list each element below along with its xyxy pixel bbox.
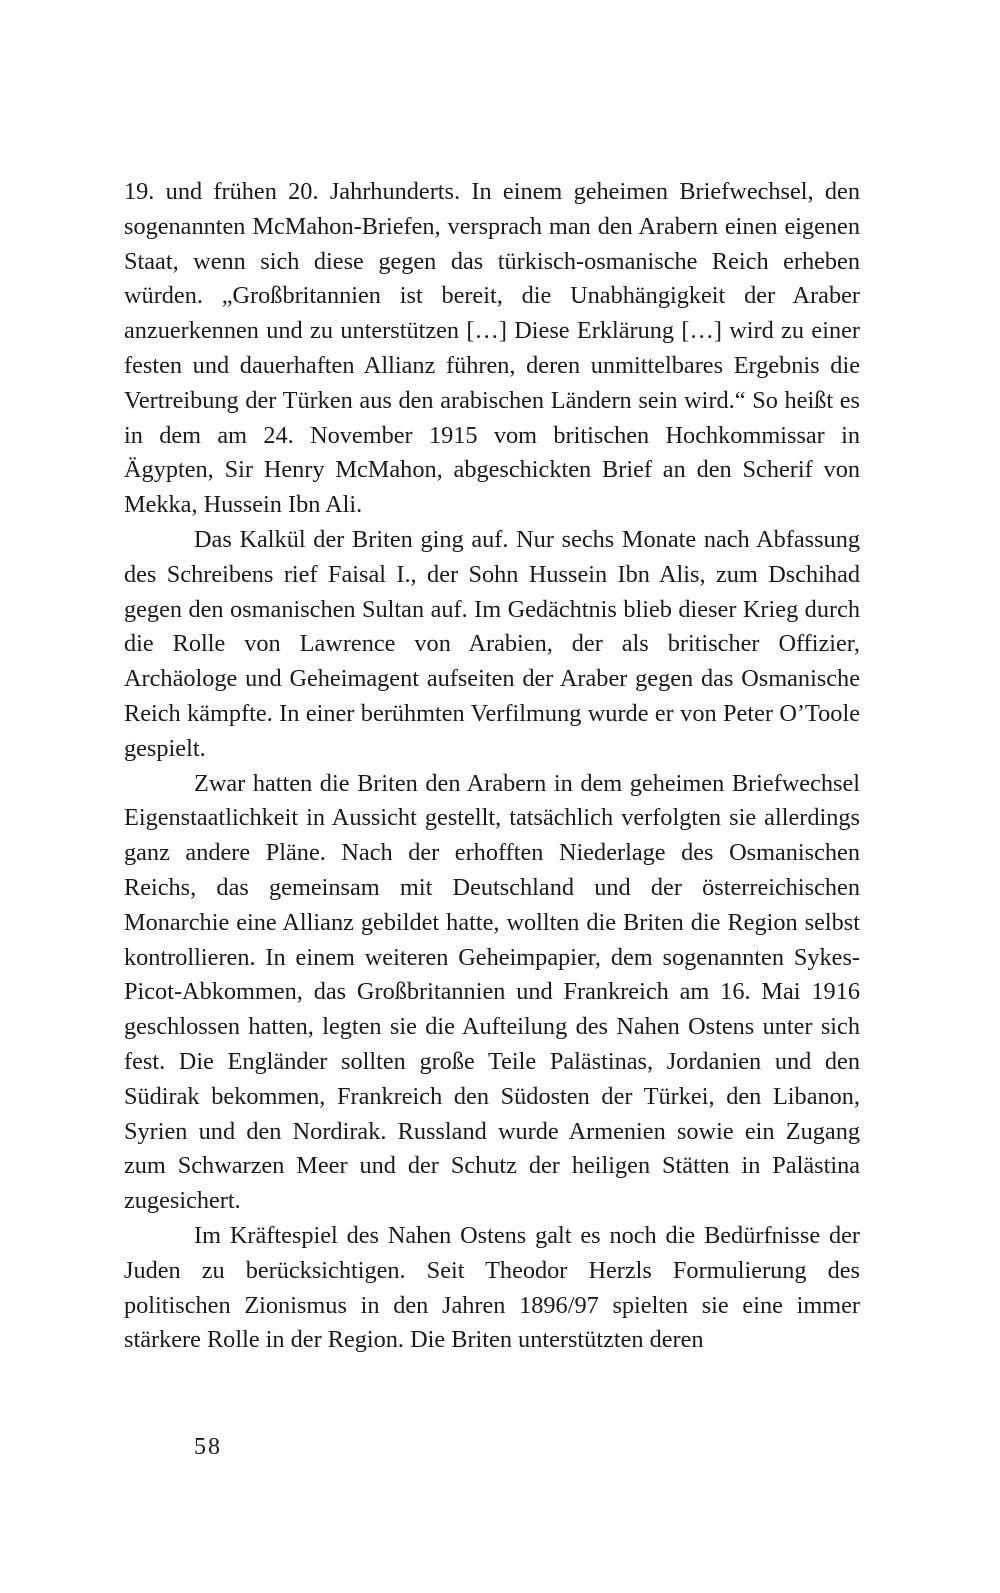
paragraph-3: Zwar hatten die Briten den Arabern in dem geheimen Briefwechsel Eigenstaatlichkeit in Aussicht gestellt, tatsächlich verfolgten sie allerdings ganz andere Pläne. Nach der erhofften Niederlage des Osmanischen Reichs, das gemeinsam mit Deutschland und der österreichischen Monarchie eine Allianz gebildet hatte, wollten die Briten die Region selbst kontrollieren. In einem weiteren Geheimpapier, dem sogenannten Sykes-Picot-Abkommen, das Großbritannien und Frankreich am 16. Mai 1916 geschlossen hatten, legten sie die Aufteilung des Nahen Ostens unter sich fest. Die Engländer sollten große Teile Palästinas, Jordanien und den Südirak bekommen, Frankreich den Südosten der Türkei, den Libanon, Syrien und den Nordirak. Russland wurde Armenien sowie ein Zugang zum Schwarzen Meer und der Schutz der heiligen Stätten in Palästina zugesichert. — [124, 769, 860, 1215]
paragraph-2: Das Kalkül der Briten ging auf. Nur sechs Monate nach Abfassung des Schreibens rief Faisal I., der Sohn Hussein Ibn Alis, zum Dschihad gegen den osmanischen Sultan auf. Im Gedächtnis blieb dieser Krieg durch die Rolle von Lawrence von Arabien, der als britischer Offizier, Archäologe und Geheimagent aufseiten der Araber gegen das Osmanische Reich kämpfte. In einer berühmten Verfilmung wurde er von Peter O’Toole gespielt. — [124, 525, 860, 762]
page-number: 58 — [194, 1434, 222, 1460]
paragraph-4: Im Kräftespiel des Nahen Ostens galt es noch die Bedürfnisse der Juden zu berücksichtigen. Seit Theodor Herzls Formulierung des politischen Zionismus in den Jahren 1896/97 spielten sie eine immer stärkere Rolle in der Region. Die Briten unterstützten deren — [124, 1221, 860, 1354]
paragraph-1: 19. und frühen 20. Jahrhunderts. In einem geheimen Briefwechsel, den sogenannten McMahon-Briefen, versprach man den Arabern einen eigenen Staat, wenn sich diese gegen das türkisch-osmanische Reich erheben würden. „Großbritannien ist bereit, die Unabhängigkeit der Araber anzuerkennen und zu unterstützen […] Diese Erklärung […] wird zu einer festen und dauerhaften Allianz führen, deren unmittelbares Ergebnis die Vertreibung der Türken aus den arabischen Ländern sein wird.“ So heißt es in dem am 24. November 1915 vom britischen Hochkommissar in Ägypten, Sir Henry McMahon, abgeschickten Brief an den Scherif von Mekka, Hussein Ibn Ali. — [124, 178, 860, 519]
body-text — [124, 175, 860, 1358]
